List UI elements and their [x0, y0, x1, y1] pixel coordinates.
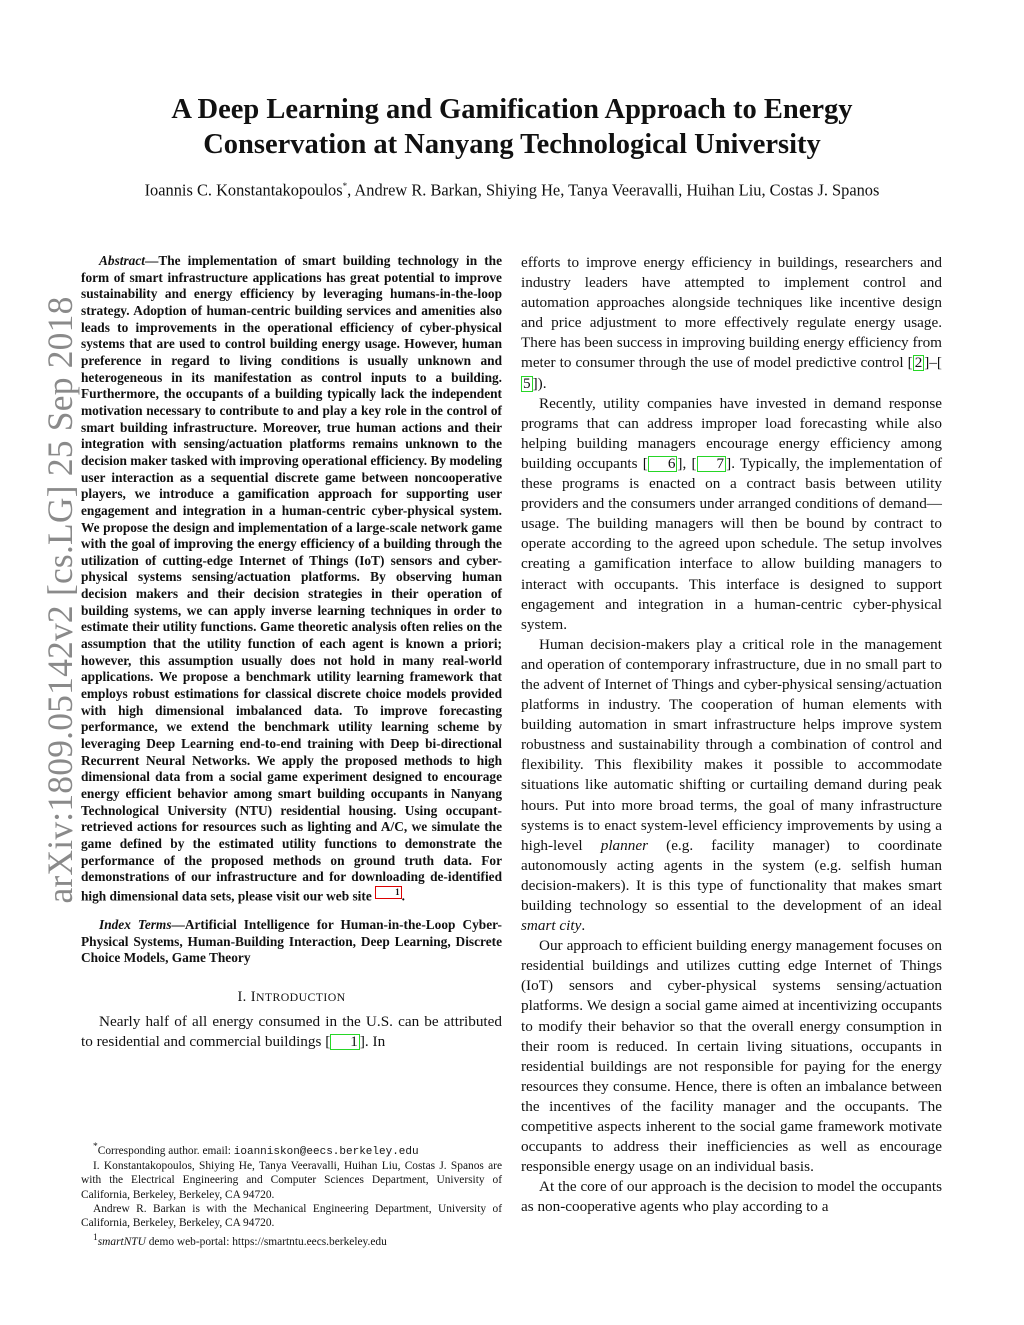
author-list: [0, 175, 1024, 201]
right-p2-tail: ]. Typically, the implementation of these programs is enacted on a contract basis between utility providers and the consumers under arranged conditions of demand—usage. The building managers will then be bound by contract to operate according to the agreed upon schedule. The setup involves creating a gamification interface to allow building managers to interact with occupants. This interface is designed to support engagement and integration in a human-centric cyber-physical system.: [521, 454, 942, 633]
citation-link[interactable]: 1: [330, 1034, 360, 1050]
citation-link[interactable]: 5: [523, 374, 531, 392]
index-terms-label: Index Terms: [99, 917, 172, 933]
index-terms: [81, 917, 502, 967]
corresponding-email: ioanniskon@eecs.berkeley.edu: [233, 1145, 419, 1158]
footnote-affiliation-1: I. Konstantakopoulos, Shiying He, Tanya Veeravalli, Huihan Liu, Costas J. Spanos are with the Electrical Engineering and Computer Sciences Department, University of California, Berkeley, Berkeley, CA 94720.: [81, 1160, 502, 1201]
right-p3-mid: (e.g. facility manager) to coordinate autonomously acting agents in the system (e.g. selfish human decision-makers). It is this type of functionality that makes smart building technology so essential to the development of an ideal: [521, 836, 942, 914]
citation-link[interactable]: 2: [914, 354, 923, 372]
right-paragraph-5: At the core of our approach is the decision to model the occupants as non-cooperative agents who play according to a: [521, 1178, 942, 1216]
right-column: [521, 253, 942, 1218]
footnote-corresponding: [81, 1140, 502, 1159]
other-authors: , Andrew R. Barkan, Shiying He, Tanya Veeravalli, Huihan Liu, Costas J. Spanos: [347, 180, 880, 200]
introduction-body-right: [521, 253, 942, 1218]
footnote-1: [81, 1231, 502, 1249]
intro-paragraph-1: [81, 1012, 502, 1052]
section-title-initial: I: [250, 989, 256, 1005]
arxiv-identifier: arXiv:1809.05142v2 [cs.LG] 25 Sep 2018: [40, 296, 80, 904]
right-p3-text: Human decision-makers play a critical role in the management and operation of contemporary infrastructure, due in no small part to the advent of Internet of Things and cyber-physical sensing/actuation platforms in industry. The cooperation of human elements with building automation in smart infrastructure helps improve system robustness and sustainability through a combination of control and flexibility. This flexibility makes it possible to accommodate situations like automatic shifting or curtailing demand during peak hours. Put into more broad terms, the goal of many infrastructure systems is to enact system-level efficiency improvements by using a high-level: [521, 635, 942, 854]
right-paragraph-1: [521, 253, 942, 394]
right-paragraph-3: [521, 635, 942, 936]
section-number: I.: [237, 989, 247, 1005]
left-column: [81, 253, 502, 1052]
right-paragraph-2: [521, 394, 942, 635]
abstract-text: —The implementation of smart building technology in the form of smart infrastructure applications has great potential to improve sustainability and energy efficiency by leveraging humans-in-the-loop strategy. Adoption of human-centric building services and amenities also leads to improvements in the operational efficiency of cyber-physical systems that are used to control building energy usage. However, human preference in regard to living conditions is usually unknown and heterogeneous in its manifestation as control inputs to a building. Furthermore, the occupants of a building typically lack the independent motivation necessary to contribute to and play a key role in the control of smart building infrastructure. Moreover, true human actions and their integration with sensing/actuation platforms remains unknown to the decision maker tasked with improving operational efficiency. By modeling user interaction as a sequential discrete game between noncooperative players, we introduce a gamification approach for supporting user engagement and integration in a human-centric cyber-physical system. We propose the design and implementation of a large-scale network game with the goal of improving the energy efficiency of a building through the utilization of cutting-edge Internet of Things (IoT) sensors and cyber-physical systems sensing/actuation platforms. By observing human decision makers and their decision strategies in their operation of building systems, we can apply inverse learning techniques in order to estimate their utility functions. Game theoretic analysis often relies on the assumption that the utility function of each agent is known a priori; however, this assumption usually does not hold in many real-world applications. We propose a benchmark utility learning framework that employs robust estimations for classical discrete choice models provided with high dimensional imbalanced data. To improve forecasting performance, we extend the benchmark utility learning scheme by leveraging Deep Learning end-to-end training with Deep bi-directional Recurrent Neural Networks. We apply the proposed methods to high dimensional data from a social game experiment designed to encourage energy efficient behavior among smart building occupants in Nanyang Technological University (NTU) residential housing. Using occupant-retrieved actions for resources such as lighting and A/C, we simulate the game defined by the estimated utility functions to demonstrate the performance of the proposed methods on ground truth data. For demonstrations of our infrastructure and for downloading de-identified high dimensional data sets, please visit our web site: [81, 253, 502, 904]
citation-sep: ], [: [677, 454, 697, 472]
title-line-2: Conservation at Nanyang Technological University: [203, 129, 821, 160]
paper-title: [0, 92, 1024, 162]
right-p1-text: efforts to improve energy efficiency in buildings, researchers and industry leaders have attempted to implement control and automation approaches alongside techniques like incentive design and price adjustment to more effectively regulate energy usage. There has been success in improving building energy efficiency from meter to consumer through the use of model predictive control [: [521, 254, 942, 372]
footnote-affiliation-2: Andrew R. Barkan is with the Mechanical Engineering Department, University of California, Berkeley, Berkeley, CA 94720.: [81, 1202, 502, 1230]
footnote-number: 1: [93, 1232, 98, 1243]
title-line-1: A Deep Learning and Gamification Approach to Energy: [171, 94, 853, 125]
intro-p1-tail: ]. In: [359, 1033, 386, 1051]
citation-link[interactable]: 6: [648, 456, 678, 472]
term-planner: planner: [600, 836, 648, 854]
introduction-body-left: [81, 1012, 502, 1052]
right-paragraph-4: Our approach to efficient building energy management focuses on residential buildings and utilizes cutting edge Internet of Things (IoT) sensors and cyber-physical systems sensing/actuation platforms. We design a social game aimed at incentivizing occupants to modify their behavior so that the overall energy consumption in their room is reduced. In certain living situations, occupants in residential buildings are not responsible for paying for the energy resources they consume. Hence, there is often an imbalance between the incentives of the facility manager and the occupants. The competitive aspects inherent to the social game framework motivate occupants to address their inefficiencies as well as encourage responsible energy usage on an individual basis.: [521, 937, 942, 1176]
section-heading-introduction: [81, 989, 502, 1006]
citation-link[interactable]: 7: [697, 456, 727, 472]
index-terms-text: —Artificial Intelligence for Human-in-the-Loop Cyber-Physical Systems, Human-Building Interaction, Deep Learning, Discrete Choice Models, Game Theory: [81, 917, 502, 966]
footnote-1-text: demo web-portal: https://smartntu.eecs.berkeley.edu: [145, 1235, 387, 1248]
abstract-label: Abstract: [99, 253, 145, 268]
right-p2-text: Recently, utility companies have invested in demand response programs that can address improper load forecasting while also helping building managers encourage energy efficiency among building occupants [: [521, 394, 942, 472]
abstract-end: .: [401, 888, 405, 904]
citation-range-sep: ]–[: [924, 354, 942, 372]
footnote-corr-text: Corresponding author. email:: [97, 1144, 234, 1157]
footnotes: [81, 1140, 502, 1249]
right-p1-tail: ]).: [532, 374, 547, 392]
footnote-mark: *: [93, 1142, 98, 1152]
right-p3-end: .: [581, 917, 586, 935]
first-author: Ioannis C. Konstantakopoulos: [144, 180, 343, 200]
term-smart-city: smart city: [521, 917, 582, 935]
section-title-rest: NTRODUCTION: [255, 990, 346, 1004]
abstract: [81, 253, 502, 905]
footnote-link[interactable]: 1: [375, 886, 402, 899]
project-name: smartNTU: [97, 1235, 146, 1248]
intro-p1-text: Nearly half of all energy consumed in the U.S. can be attributed to residential and commercial buildings [: [81, 1013, 502, 1051]
corresponding-author-mark: *: [342, 181, 348, 191]
